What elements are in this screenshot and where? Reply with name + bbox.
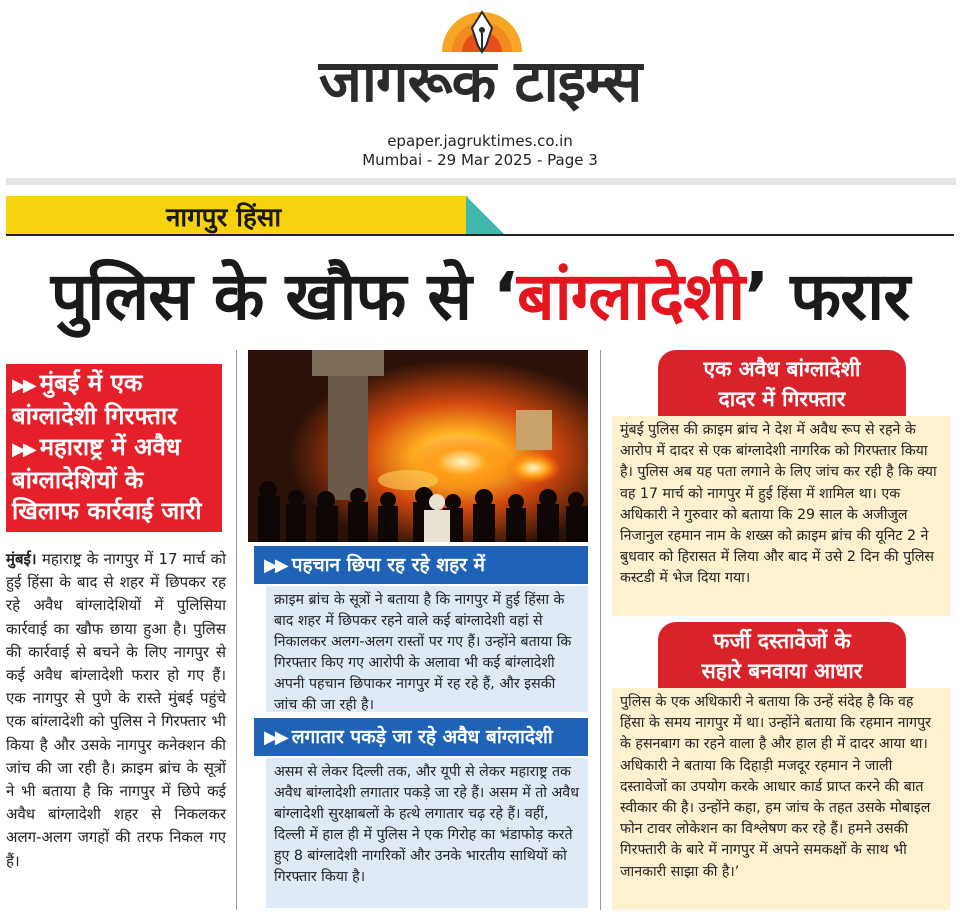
column-divider xyxy=(600,350,601,910)
subhead-bar xyxy=(254,718,588,756)
subhead-bar xyxy=(254,546,588,584)
story-box: पुलिस के एक अधिकारी ने बताया कि उन्हें संदेह है कि वह हिंसा के समय नागपुर में था। उन्होंने बताया कि रहमान नागपुर के हसनबाग का रहने वाला है और हाल ही में दादर आया था। अधिकारी ने बताया कि दिहाड़ी मजदूर रहमान ने जाली दस्तावेजों का उपयोग करके आधार कार्ड प्राप्त करने की बात स्वीकार की है। उन्होंने कहा, हम जांच के तहत उसके मोबाइल फोन टावर लोकेशन का विश्लेषण कर रहे हैं। हमने उसकी गिरफ्तारी के बारे में नागपुर में अपने समकक्षों के साथ भी जानकारी साझा की है।’ xyxy=(612,688,950,910)
subhead-text: पहचान छिपा रह रहे शहर में xyxy=(291,554,485,576)
site-url[interactable]: epaper.jagruktimes.co.in xyxy=(387,132,573,150)
dateline: मुंबई। xyxy=(6,550,37,568)
tab-line: सहारे बनवाया आधार xyxy=(701,659,863,683)
column-divider xyxy=(236,350,237,910)
tab-line: दादर में गिरफ्तार xyxy=(718,387,846,411)
sub-point-continuation: बांग्लादेशी गिरफ्तार xyxy=(12,402,177,430)
subhead-text: लगातार पकड़े जा रहे अवैध बांग्लादेशी xyxy=(291,726,553,748)
left-story-text xyxy=(6,548,226,908)
story-box: असम से लेकर दिल्ली तक, और यूपी से लेकर महाराष्ट्र तक अवैध बांग्लादेशी लगातार पकड़े जा रहे हैं। असम में तो अवैध बांग्लादेशी सुरक्षाबलों के हत्थे लगातार चढ़ रहे हैं। वहीं, दिल्ली में हाल ही में पुलिस ने एक गिरोह का भंडाफोड़ करते हुए 8 बांग्लादेशी नागरिकों और उनके भारतीय साथियों को गिरफ्तार किया है। xyxy=(266,758,588,908)
main-headline xyxy=(6,252,954,342)
headline-highlight: बांग्लादेशी xyxy=(516,258,745,335)
headline-part-2: ’ फरार xyxy=(744,258,910,335)
section-rule xyxy=(6,234,954,236)
sub-point-continuation: बांग्लादेशियों के xyxy=(12,466,144,494)
edition-line: Mumbai - 29 Mar 2025 - Page 3 xyxy=(362,151,598,169)
tab-line: फर्जी दस्तावेजों के xyxy=(713,629,851,653)
section-label: नागपुर हिंसा xyxy=(166,203,282,233)
double-arrow-icon: ▶▶ xyxy=(12,439,34,460)
left-story-body: महाराष्ट्र के नागपुर में 17 मार्च को हुई हिंसा के बाद से शहर में छिपकर रह रहे अवैध बांग्लादेशियों में पुलिसिया कार्रवाई का खौफ छाया हुआ है। पुलिस की कार्रवाई से बचने के लिए नागपुर से कई अवैध बांग्लादेशी फरार हो गए हैं। एक नागपुर से पुणे के रास्ते मुंबई पहुंचे एक बांग्लादेशी को पुलिस ने गिरफ्तार भी किया है और उसके नागपुर कनेक्शन की जांच की जा रही है। क्राइम ब्रांच के सूत्रों ने भी बताया है कि नागपुर में छिपे कई अवैध बांग्लादेशी शहर से निकलकर अलग-अलग जगहों की तरफ निकल गए हैं। xyxy=(6,550,226,870)
sub-point: ▶▶ मुंबई में एक xyxy=(12,369,143,397)
sub-points-box xyxy=(6,364,222,532)
double-arrow-icon: ▶▶ xyxy=(264,727,286,748)
section-bar-accent xyxy=(466,196,504,234)
story-box: क्राइम ब्रांच के सूत्रों ने बताया है कि नागपुर में हुई हिंसा के बाद शहर में छिपकर रहने वाले कई बांग्लादेशी वहां से निकालकर अलग-अलग रास्तों पर गए हैं। उन्होंने बताया कि गिरफ्तार किए गए आरोपी के अलावा भी कई बांग्लादेशी अपनी पहचान छिपाकर नागपुर में रह रहे हैं, और इसकी जांच की जा रही है। xyxy=(266,586,588,712)
masthead-logo-text: जागरूक टाइम्स xyxy=(318,47,642,115)
news-photo-night-fire xyxy=(248,350,588,542)
section-strip xyxy=(6,196,954,236)
double-arrow-icon: ▶▶ xyxy=(12,375,34,396)
sub-point-continuation: खिलाफ कार्रवाई जारी xyxy=(12,497,202,525)
double-arrow-icon: ▶▶ xyxy=(264,555,286,576)
sub-point: ▶▶ महाराष्ट्र में अवैध xyxy=(12,433,181,461)
box-heading-tab xyxy=(658,622,906,688)
headline-part-1: पुलिस के खौफ से ‘ xyxy=(50,258,517,335)
story-box: मुंबई पुलिस की क्राइम ब्रांच ने देश में अवैध रूप से रहने के आरोप में दादर से एक बांग्लादेशी नागरिक को गिरफ्तार किया है। पुलिस अब यह पता लगाने के लिए जांच कर रही है कि क्या वह 17 मार्च को नागपुर में हुई हिंसा में शामिल था। एक अधिकारी ने गुरुवार को बताया कि 29 साल के अजीजुल निजानुल रहमान नाम के शख्स को क्राइम ब्रांच की यूनिट 2 ने बुधवार को हिरासत में लिया और बाद में उसे 2 दिन की पुलिस कस्टडी में भेज दिया गया। xyxy=(612,416,950,616)
masthead xyxy=(0,0,960,180)
tab-line: एक अवैध बांग्लादेशी xyxy=(703,357,861,381)
box-heading-tab xyxy=(658,350,906,416)
masthead-divider xyxy=(6,178,956,185)
